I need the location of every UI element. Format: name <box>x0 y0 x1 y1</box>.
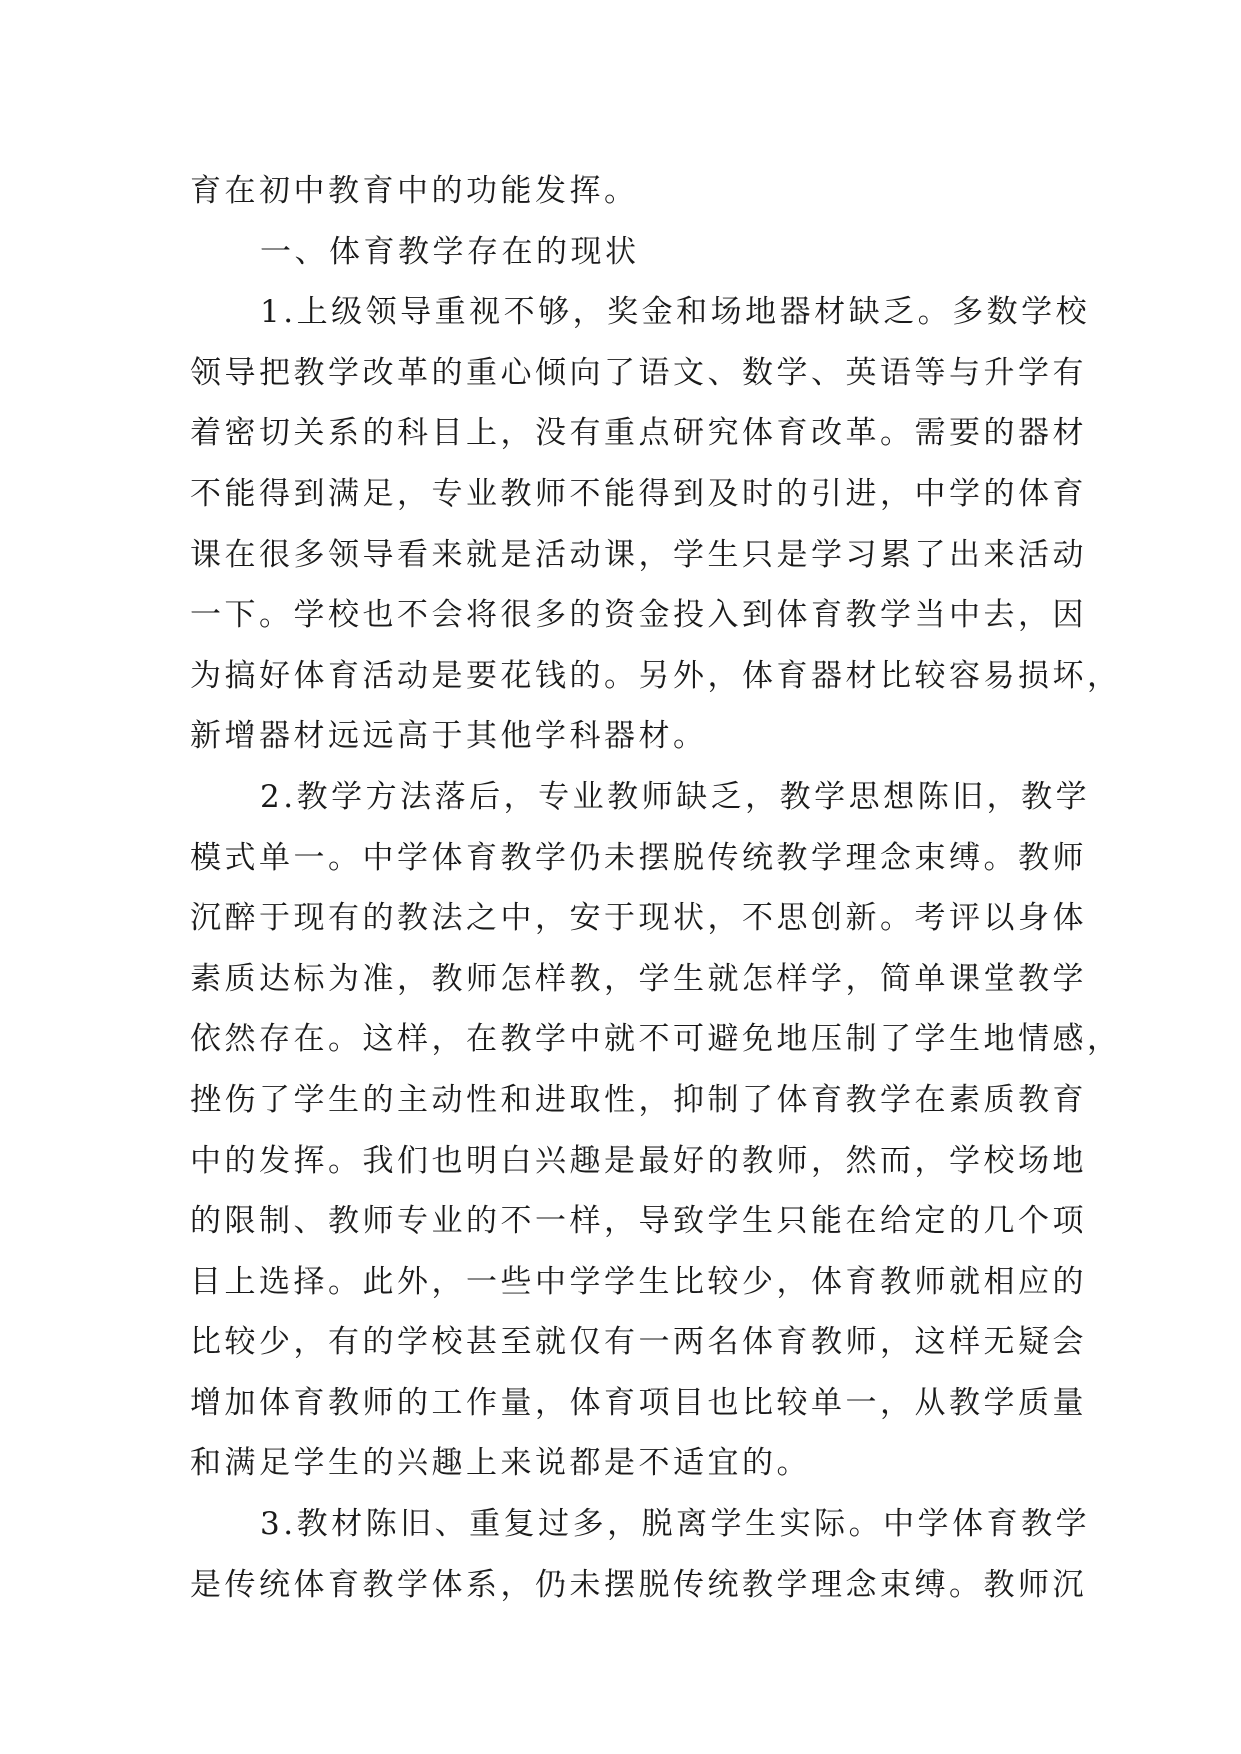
text-line: 2.教学方法落后，专业教师缺乏，教学思想陈旧，教学 <box>260 778 1091 815</box>
text-line: 为搞好体育活动是要花钱的。另外，体育器材比较容易损坏， <box>190 657 1122 694</box>
text-line: 和满足学生的兴趣上来说都是不适宜的。 <box>190 1445 811 1482</box>
text-line: 增加体育教师的工作量，体育项目也比较单一，从教学质量 <box>190 1384 1087 1421</box>
text-line: 1.上级领导重视不够，奖金和场地器材缺乏。多数学校 <box>260 294 1091 331</box>
body-text <box>190 161 1122 1615</box>
text-line: 挫伤了学生的主动性和进取性，抑制了体育教学在素质教育 <box>190 1081 1087 1118</box>
text-line: 领导把教学改革的重心倾向了语文、数学、英语等与升学有 <box>190 354 1087 391</box>
text-line: 中的发挥。我们也明白兴趣是最好的教师，然而，学校场地 <box>190 1142 1087 1179</box>
text-line: 课在很多领导看来就是活动课，学生只是学习累了出来活动 <box>190 536 1087 573</box>
text-line: 目上选择。此外，一些中学学生比较少，体育教师就相应的 <box>190 1263 1087 1300</box>
text-line: 3.教材陈旧、重复过多，脱离学生实际。中学体育教学 <box>260 1506 1091 1543</box>
text-line: 素质达标为准，教师怎样教，学生就怎样学，简单课堂教学 <box>190 960 1087 997</box>
text-line: 依然存在。这样，在教学中就不可避免地压制了学生地情感， <box>190 1021 1122 1058</box>
text-line: 是传统体育教学体系，仍未摆脱传统教学理念束缚。教师沉 <box>190 1566 1087 1603</box>
text-line: 育在初中教育中的功能发挥。 <box>190 173 639 209</box>
text-line: 一、体育教学存在的现状 <box>260 233 640 270</box>
text-line: 着密切关系的科目上，没有重点研究体育改革。需要的器材 <box>190 415 1087 452</box>
text-line: 不能得到满足，专业教师不能得到及时的引进，中学的体育 <box>190 475 1087 512</box>
text-line: 比较少，有的学校甚至就仅有一两名体育教师，这样无疑会 <box>190 1324 1087 1361</box>
text-line: 的限制、教师专业的不一样，导致学生只能在给定的几个项 <box>190 1203 1087 1240</box>
text-line: 沉醉于现有的教法之中，安于现状，不思创新。考评以身体 <box>190 900 1087 937</box>
text-line: 一下。学校也不会将很多的资金投入到体育教学当中去，因 <box>190 597 1087 634</box>
text-line: 新增器材远远高于其他学科器材。 <box>190 718 708 755</box>
text-line: 模式单一。中学体育教学仍未摆脱传统教学理念束缚。教师 <box>190 839 1087 876</box>
